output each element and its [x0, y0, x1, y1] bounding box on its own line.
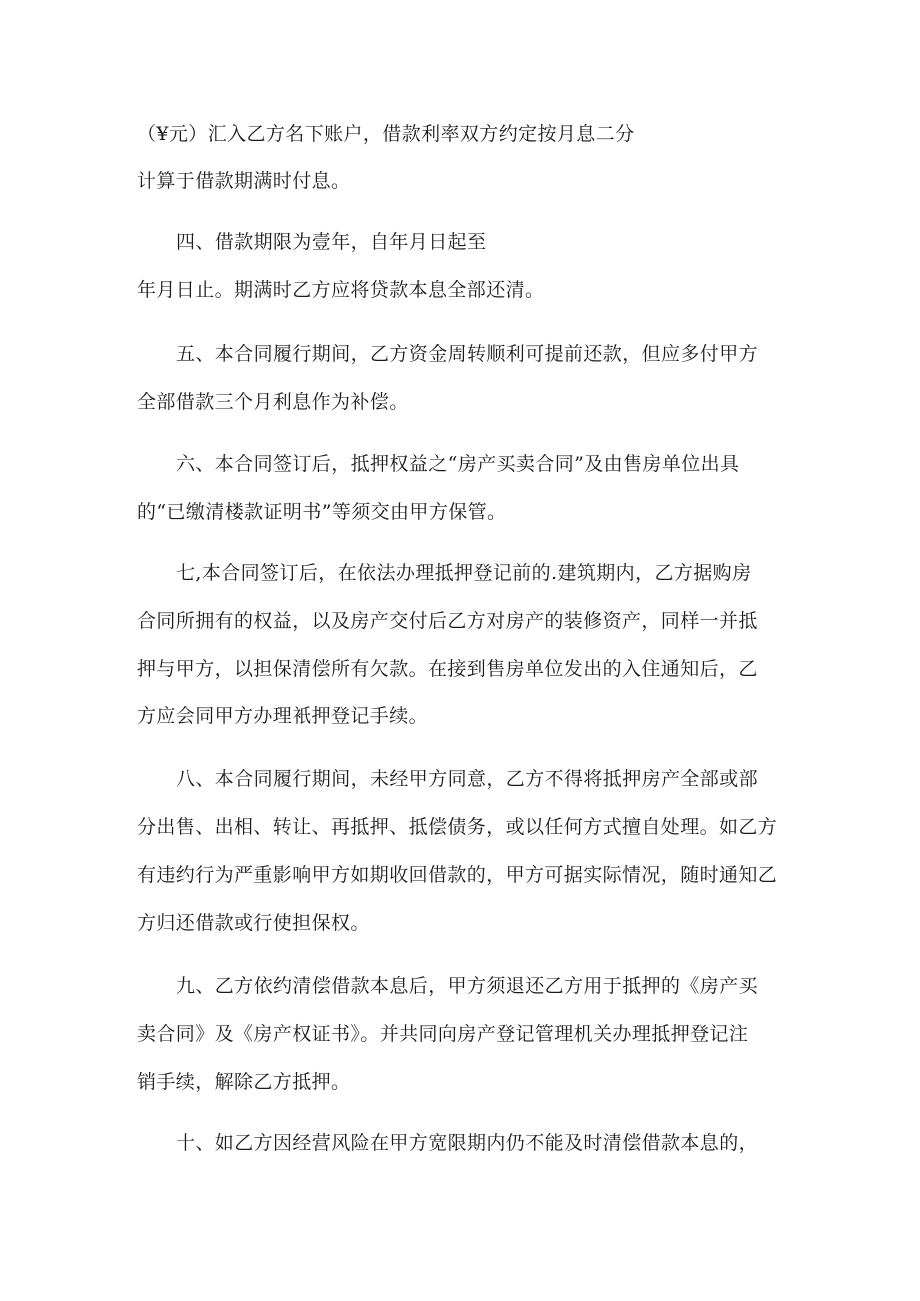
paragraph-continuation-line-2: 计算于借款期满时付息。 — [137, 170, 351, 192]
paragraph-8-line-2: 分出售、出相、转让、再抵押、抵偿债务，或以任何方式擅自处理。如乙方 — [137, 816, 778, 838]
paragraph-6-line-1: 六、本合同签订后，抵押权益之“房产买卖合同”及由售房单位出具 — [176, 453, 740, 475]
paragraph-continuation-line-1: （¥元）汇入乙方名下账户，借款利率双方约定按月息二分 — [137, 123, 635, 145]
paragraph-7-line-4: 方应会同甲方办理衹押登记手续。 — [137, 705, 429, 727]
paragraph-9-line-2: 卖合同》及《房产权证书》。并共同向房产登记管理机关办理抵押登记注 — [137, 1023, 749, 1045]
paragraph-9-line-3: 销手续，解除乙方抵押。 — [137, 1071, 351, 1093]
paragraph-6-line-2: 的“已缴清楼款证明书”等须交由甲方保管。 — [137, 501, 507, 523]
paragraph-8-line-1: 八、本合同履行期间，未经甲方同意，乙方不得将抵押房产全部或部 — [176, 768, 759, 790]
paragraph-8-line-3: 有违约行为严重影响甲方如期收回借款的，甲方可据实际情况，随时通知乙 — [137, 864, 778, 886]
paragraph-7-line-3: 押与甲方，以担保清偿所有欠款。在接到售房单位发出的入住通知后，乙 — [137, 658, 758, 680]
paragraph-7-line-2: 合同所拥有的权益，以及房产交付后乙方对房产的装修资产，同样一并抵 — [137, 610, 758, 632]
paragraph-10-line-1: 十、如乙方因经营风险在甲方宽限期内仍不能及时清偿借款本息的， — [176, 1132, 759, 1154]
paragraph-8-line-4: 方归还借款或行使担保权。 — [137, 912, 370, 934]
paragraph-4-line-2: 年月日止。期满时乙方应将贷款本息全部还清。 — [137, 279, 545, 301]
paragraph-9-line-1: 九、乙方依约清偿借款本息后，甲方须退还乙方用于抵押的《房产买 — [176, 975, 759, 997]
paragraph-7-line-1: 七,本合同签订后，在依法办理抵押登记前的.建筑期内，乙方据购房 — [176, 562, 752, 584]
paragraph-5-line-1: 五、本合同履行期间，乙方资金周转顺利可提前还款，但应多付甲方 — [176, 343, 759, 365]
paragraph-5-line-2: 全部借款三个月利息作为补偿。 — [137, 391, 409, 413]
paragraph-4-line-1: 四、借款期限为壹年，自年月日起至 — [176, 231, 487, 253]
